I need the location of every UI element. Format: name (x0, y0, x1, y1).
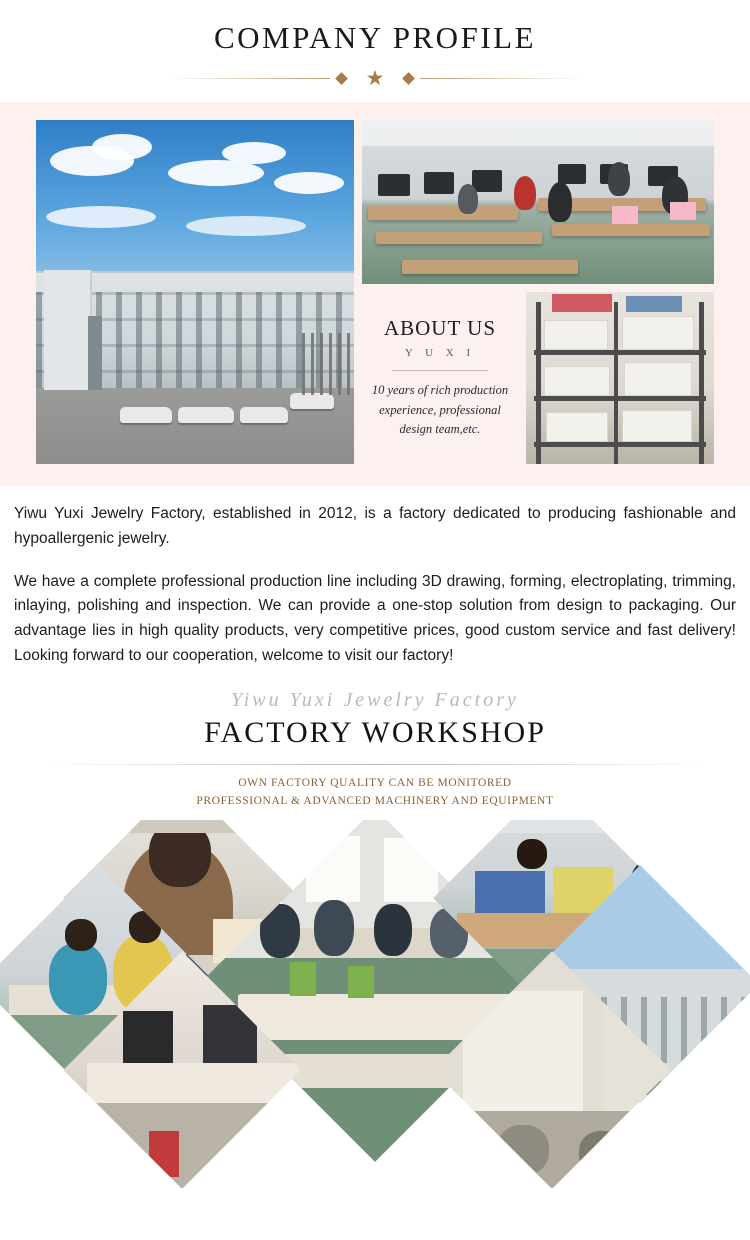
diamond-icon-left (335, 72, 348, 85)
workshop-rule (45, 764, 705, 765)
warehouse-shelving-image (526, 292, 714, 464)
factory-workshop-heading (0, 689, 750, 811)
divider-line-right (420, 78, 585, 79)
diamond-icon-right (402, 72, 415, 85)
about-us-description: 10 years of rich production experience, professional design team,etc. (371, 383, 509, 437)
office-workstations-image (362, 120, 714, 284)
workshop-subtitle-line-1: OWN FACTORY QUALITY CAN BE MONITORED (238, 776, 512, 789)
about-image-collage (36, 120, 714, 464)
workshop-script-line: Yiwu Yuxi Jewelry Factory (231, 688, 519, 711)
about-section (0, 102, 750, 486)
company-description (0, 486, 750, 669)
sliding-gate (302, 333, 354, 395)
workshop-subtitle-line-2: PROFESSIONAL & ADVANCED MACHINERY AND EQUIPMENT (196, 794, 554, 807)
workshop-gallery (0, 820, 750, 1188)
about-us-brand: Y U X I (404, 347, 476, 360)
star-icon: ★ (365, 67, 385, 90)
workshop-title: FACTORY WORKSHOP (204, 715, 546, 749)
company-paragraph-1: Yiwu Yuxi Jewelry Factory, established in 2012, is a factory dedicated to producing fashionable and hypoallergenic jewelry. (14, 505, 736, 547)
company-paragraph-2: We have a complete professional production line including 3D drawing, forming, electroplating, trimming, inlaying, polishing and inspection. We can provide a one-stop solution from design to packaging. Our advantage lies in high quality products, very competitive prices, good custom service and fast delivery! Looking forward to our cooperation, welcome to visit our factory! (14, 572, 736, 664)
divider-line-left (165, 78, 330, 79)
factory-building-exterior-image (36, 120, 354, 464)
about-us-card (362, 292, 518, 464)
title-ornament-divider (165, 67, 585, 90)
about-us-title: ABOUT US (383, 316, 497, 341)
about-card-rule (392, 370, 488, 371)
page-title: COMPANY PROFILE (213, 20, 537, 55)
